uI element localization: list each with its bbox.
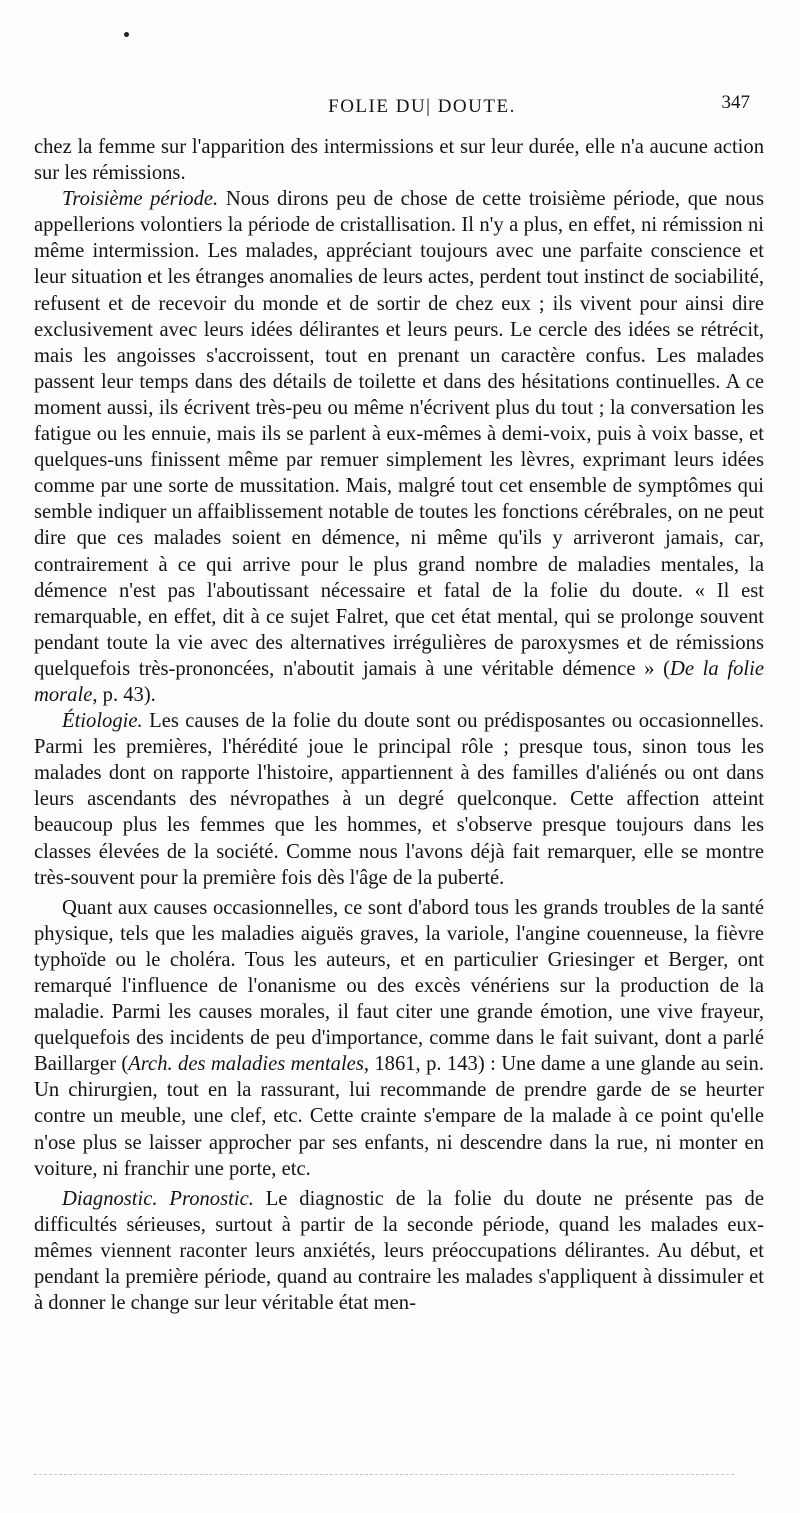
paragraph-text: Nous dirons peu de chose de cette troisième période, que nous appellerions volontiers la période de cristallisation. Il n'y a plus, en effet, ni rémission ni même intermission. Les malades, appréciant toujours avec une parfaite conscience et leur situation et les étranges anomalies de leurs actes, perdent tout instinct de sociabilité, refusent et de recevoir du monde et de sortir de chez eux ; ils vivent pour ainsi dire exclusivement avec leurs idées délirantes et leurs peurs. Le cercle des idées se rétrécit, mais les angoisses s'accroissent, tout en prenant un caractère confus. Les malades passent leur temps dans des détails de toilette et dans des hésitations continuelles. A ce moment aussi, ils écrivent très-peu ou même n'écrivent plus du tout ; la conversation les fatigue ou les ennuie, mais ils se parlent à eux-mêmes à demi-voix, puis à voix basse, et quelques-uns finissent même par remuer simplement les lèvres, exprimant leurs idées comme par une sorte de mussitation. Mais, malgré tout cet ensemble de symptômes qui semble indiquer un affaiblissement notable de toutes les fonctions cérébrales, on ne peut dire que ces malades soient en démence, ni même qu'ils y arriveront jamais, car, contrairement à ce qui arrive pour le plus grand nombre de maladies mentales, la démence n'est pas l'aboutissant nécessaire et fatal de la folie du doute. « Il est remarquable, en effet, dit à ce sujet Falret, que cet état mental, qui se prolonge souvent pendant toute la vie avec des alternatives irrégulières de paroxysmes et de rémissions quelquefois très-prononcées, n'aboutit jamais à une véritable démence » ( bbox=[34, 188, 764, 680]
page-number: 347 bbox=[721, 92, 750, 113]
paragraph-causes-occasionnelles bbox=[34, 895, 764, 1182]
paragraph-text: Le diagnostic de la folie du doute ne présente pas de difficultés sérieuses, surtout à partir de la seconde période, quand les malades eux-mêmes viennent raconter leurs anxiétés, leurs préoccupations délirantes. Au début, et pendant la première période, quand au contraire les malades s'appliquent à dissimuler et à donner le change sur leur véritable état men- bbox=[34, 1187, 764, 1315]
paragraph-troisieme-periode bbox=[34, 186, 764, 708]
page-body bbox=[34, 134, 764, 1316]
section-heading-troisieme-periode: Troisième période. bbox=[62, 188, 219, 211]
paragraph-text: Les causes de la folie du doute sont ou prédisposantes ou occasionnelles. Parmi les premières, l'hérédité joue le principal rôle ; presque tous, sinon tous les malades dont on rapporte l'histoire, appartiennent à des familles d'aliénés ou ont dans leurs ascendants des névropathes à un degré quelconque. Cette affection atteint beaucoup plus les femmes que les hommes, et s'observe presque toujours dans les classes élevées de la société. Comme nous l'avons déjà fait remarquer, elle se montre très-souvent pour la première fois dès l'âge de la puberté. bbox=[34, 710, 764, 889]
page-header bbox=[34, 92, 750, 126]
paragraph-diagnostic bbox=[34, 1186, 764, 1316]
section-heading-diagnostic: Diagnostic. Pronostic. bbox=[62, 1187, 254, 1210]
footer-rule bbox=[34, 1474, 734, 1475]
section-heading-etiologie: Étiologie. bbox=[62, 710, 143, 733]
citation-title: De la folie morale bbox=[34, 657, 764, 706]
paragraph-text: Quant aux causes occasionnelles, ce sont d'abord tous les grands troubles de la santé physique, tels que les maladies aiguës graves, la variole, l'angine couenneuse, la fièvre typhoïde ou le choléra. Tous les auteurs, et en particulier Griesinger et Berger, ont remarqué l'influence de l'onanisme ou des excès vénériens sur la production de la maladie. Parmi les causes morales, il faut citer une grande émotion, une vive frayeur, quelquefois des incidents de peu d'importance, comme dans le fait suivant, dont a parlé Baillarger ( bbox=[34, 896, 764, 1076]
paragraph-continuation: chez la femme sur l'apparition des intermissions et sur leur durée, elle n'a aucune action sur les rémissions. bbox=[34, 136, 764, 185]
paragraph-text-end: , 1861, p. 143) : Une dame a une glande au sein. Un chirurgien, tout en la rassurant, lui recommande de prendre garde de se heurter contre un meuble, une clef, etc. Cette crainte s'empare de la malade à ce point qu'elle n'ose plus se laisser approcher par ses enfants, ni descendre dans la rue, ni monter en voiture, ni franchir une porte, etc. bbox=[34, 1053, 764, 1180]
ink-speck bbox=[124, 32, 129, 37]
paragraph-text-end: , p. 43). bbox=[92, 683, 156, 706]
running-title: FOLIE DU| DOUTE. bbox=[328, 96, 516, 117]
paragraph-etiologie bbox=[34, 708, 764, 891]
citation-title: Arch. des maladies mentales bbox=[128, 1053, 364, 1076]
